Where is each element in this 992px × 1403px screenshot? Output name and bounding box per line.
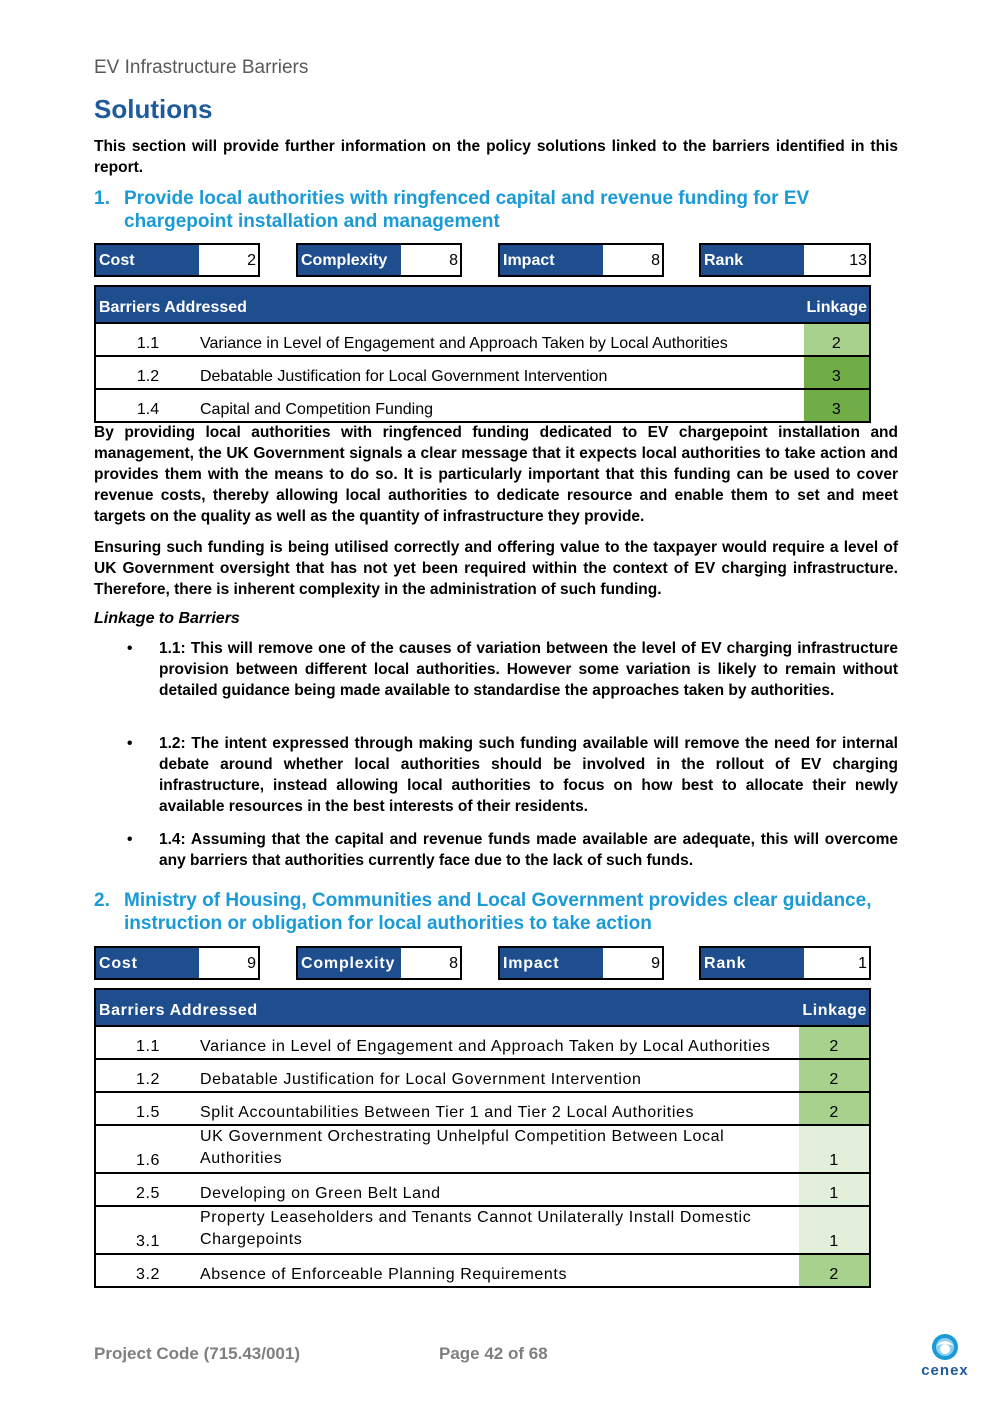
barrier-code: 1.2 (95, 1059, 200, 1092)
linkage-value: 1 (799, 1125, 870, 1173)
table-header-row (95, 286, 870, 323)
barrier-name: Variance in Level of Engagement and Approach Taken by Local Authorities (200, 1026, 799, 1059)
bullet-text: 1.4: Assuming that the capital and revenue funds made available are adequate, this will overcome any barriers that authorities currently face due to the lack of such funds. (159, 831, 898, 869)
barrier-name: Variance in Level of Engagement and Approach Taken by Local Authorities (200, 323, 804, 356)
metric-value: 8 (401, 245, 460, 275)
section-number: 2. (94, 890, 110, 911)
barrier-name: Property Leaseholders and Tenants Cannot Unilaterally Install Domestic Chargepoints (200, 1206, 799, 1254)
linkage-value: 1 (799, 1173, 870, 1206)
bullet-text: 1.2: The intent expressed through making such funding available will remove the need for internal debate around whether local authorities should be involved in the rollout of EV charging infrastructure, instead allowing local authorities to focus on how best to allocate their newly available resources in the best interests of their residents. (159, 735, 898, 815)
barrier-code: 3.1 (95, 1206, 200, 1254)
table-row (95, 1173, 870, 1206)
table-row (95, 1206, 870, 1254)
barrier-code: 1.1 (95, 1026, 200, 1059)
section-2-metrics (94, 946, 872, 980)
metric-value: 13 (804, 245, 869, 275)
linkage-value: 2 (799, 1254, 870, 1287)
linkage-subheading: Linkage to Barriers (94, 610, 240, 627)
metric-cost (94, 946, 260, 980)
table-header-linkage: Linkage (804, 286, 870, 323)
barrier-code: 2.5 (95, 1173, 200, 1206)
metric-label: Impact (500, 245, 603, 275)
metric-label: Cost (96, 245, 199, 275)
linkage-value: 2 (799, 1092, 870, 1125)
bullet-text: 1.1: This will remove one of the causes of variation between the level of EV charging infrastructure provision between different local authorities. However some variation is likely to remain without detailed guidance being made available to standardise the approaches taken by authorities. (159, 640, 898, 699)
linkage-value: 3 (804, 356, 870, 389)
table-row (95, 1092, 870, 1125)
body-paragraph: Ensuring such funding is being utilised correctly and offering value to the taxpayer would require a level of UK Government oversight that has not yet been required within the context of EV charging infrastructure. Therefore, there is inherent complexity in the administration of such funding. (94, 539, 898, 598)
section-title: Ministry of Housing, Communities and Local Government provides clear guidance, instruction or obligation for local authorities to take action (124, 890, 872, 934)
section-1-metrics (94, 243, 872, 277)
metric-label: Rank (701, 245, 804, 275)
metric-value: 8 (603, 245, 662, 275)
metric-value: 2 (199, 245, 258, 275)
metric-value: 9 (199, 948, 258, 978)
barrier-code: 3.2 (95, 1254, 200, 1287)
metric-cost (94, 243, 260, 277)
metric-complexity (296, 243, 462, 277)
metric-impact (498, 946, 664, 980)
barrier-name: Split Accountabilities Between Tier 1 and Tier 2 Local Authorities (200, 1092, 799, 1125)
table-header-row (95, 989, 870, 1026)
body-paragraph: By providing local authorities with ringfenced funding dedicated to EV chargepoint installation and management, the UK Government signals a clear message that it expects local authorities to take action and provides them with the means to do so. It is particularly important that this funding can be used to cover revenue costs, thereby allowing local authorities to dedicate resource and enable them to set and meet targets on the quality as well as the quantity of infrastructure they provide. (94, 424, 898, 525)
table-row (95, 1125, 870, 1173)
table-row (95, 323, 870, 356)
bullet-icon: • (127, 735, 133, 752)
metric-value: 8 (401, 948, 460, 978)
metric-label: Impact (500, 948, 603, 978)
barrier-name: Debatable Justification for Local Government Intervention (200, 1059, 799, 1092)
intro-paragraph: This section will provide further information on the policy solutions linked to the barriers identified in this report. (94, 138, 898, 176)
barrier-name: Absence of Enforceable Planning Requirements (200, 1254, 799, 1287)
metric-impact (498, 243, 664, 277)
barrier-code: 1.5 (95, 1092, 200, 1125)
section-1-heading (94, 187, 898, 233)
bullet-item (94, 638, 898, 701)
footer-page-number: Page 42 of 68 (439, 1344, 548, 1363)
section-2-barriers-table (94, 988, 871, 1288)
linkage-value: 2 (804, 323, 870, 356)
metric-complexity (296, 946, 462, 980)
metric-value: 1 (804, 948, 869, 978)
barrier-code: 1.2 (95, 356, 200, 389)
linkage-value: 3 (804, 389, 870, 422)
table-row (95, 1059, 870, 1092)
table-header-barriers: Barriers Addressed (95, 989, 799, 1026)
linkage-value: 2 (799, 1026, 870, 1059)
linkage-value: 1 (799, 1206, 870, 1254)
section-2-heading (94, 889, 898, 935)
barrier-name: UK Government Orchestrating Unhelpful Competition Between Local Authorities (200, 1125, 799, 1173)
barrier-name: Developing on Green Belt Land (200, 1173, 799, 1206)
running-header: EV Infrastructure Barriers (94, 57, 309, 78)
barrier-code: 1.6 (95, 1125, 200, 1173)
section-title: Provide local authorities with ringfenced capital and revenue funding for EV chargepoint installation and management (124, 188, 810, 232)
logo-text: cenex (921, 1362, 969, 1379)
table-row (95, 1026, 870, 1059)
footer-project-code: Project Code (715.43/001) (94, 1344, 300, 1363)
table-row (95, 356, 870, 389)
barrier-name: Capital and Competition Funding (200, 389, 804, 422)
barrier-code: 1.4 (95, 389, 200, 422)
barrier-code: 1.1 (95, 323, 200, 356)
table-row (95, 1254, 870, 1287)
table-header-linkage: Linkage (799, 989, 870, 1026)
linkage-value: 2 (799, 1059, 870, 1092)
metric-label: Cost (96, 948, 199, 978)
metric-rank (699, 243, 871, 277)
metric-label: Rank (701, 948, 804, 978)
cenex-logo (918, 1332, 972, 1380)
metric-label: Complexity (298, 948, 401, 978)
metric-value: 9 (603, 948, 662, 978)
bullet-item (94, 733, 898, 817)
page-title: Solutions (94, 94, 213, 124)
section-number: 1. (94, 188, 110, 209)
section-1-barriers-table (94, 285, 871, 423)
table-header-barriers: Barriers Addressed (95, 286, 804, 323)
bullet-item (94, 829, 898, 871)
bullet-icon: • (127, 640, 133, 657)
barrier-name: Debatable Justification for Local Government Intervention (200, 356, 804, 389)
metric-rank (699, 946, 871, 980)
metric-label: Complexity (298, 245, 401, 275)
bullet-icon: • (127, 831, 133, 848)
table-row (95, 389, 870, 422)
